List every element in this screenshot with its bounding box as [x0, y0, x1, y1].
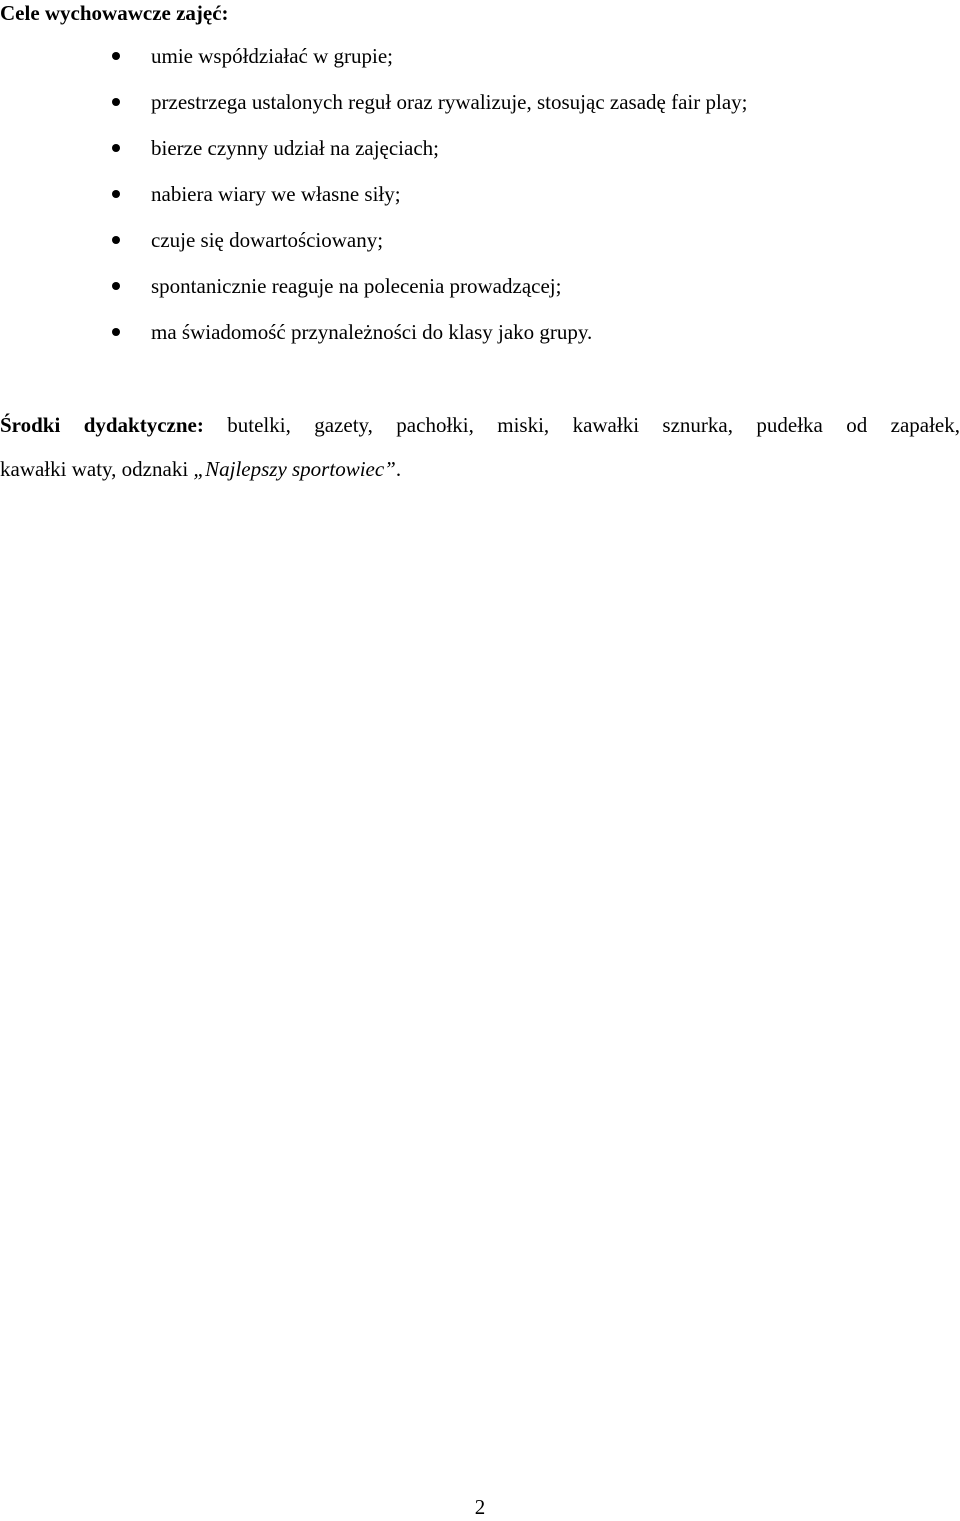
bullet-icon: [112, 328, 120, 336]
goal-text: ma świadomość przynależności do klasy jako grupy.: [151, 320, 593, 344]
materials-items-text-continued: kawałki waty, odznaki: [0, 457, 189, 481]
bullet-icon: [112, 236, 120, 244]
page-number: 2: [474, 1495, 486, 1519]
bullet-icon: [112, 282, 120, 290]
materials-paragraph: [0, 403, 960, 491]
end-punctuation: .: [395, 457, 402, 481]
goal-text: czuje się dowartościowany;: [151, 228, 384, 252]
goal-text: bierze czynny udział na zajęciach;: [151, 136, 439, 160]
section-heading-goals: Cele wychowawcze zajęć:: [0, 1, 229, 25]
materials-line-1: [0, 403, 960, 447]
goal-text: nabiera wiary we własne siły;: [151, 182, 401, 206]
bullet-icon: [112, 52, 120, 60]
bullet-icon: [112, 98, 120, 106]
goal-text: spontanicznie reaguje na polecenia prowadzącej;: [151, 274, 562, 298]
materials-line-2: [0, 447, 960, 491]
goal-text: umie współdziałać w grupie;: [151, 44, 394, 68]
bullet-icon: [112, 144, 120, 152]
bullet-icon: [112, 190, 120, 198]
goal-text: przestrzega ustalonych reguł oraz rywalizuje, stosując zasadę fair play;: [151, 90, 748, 114]
materials-label: Środki dydaktyczne:: [0, 413, 204, 437]
materials-items-text: butelki, gazety, pachołki, miski, kawałki sznurka, pudełka od zapałek,: [227, 413, 960, 437]
badge-name: „Najlepszy sportowiec”: [193, 457, 396, 481]
